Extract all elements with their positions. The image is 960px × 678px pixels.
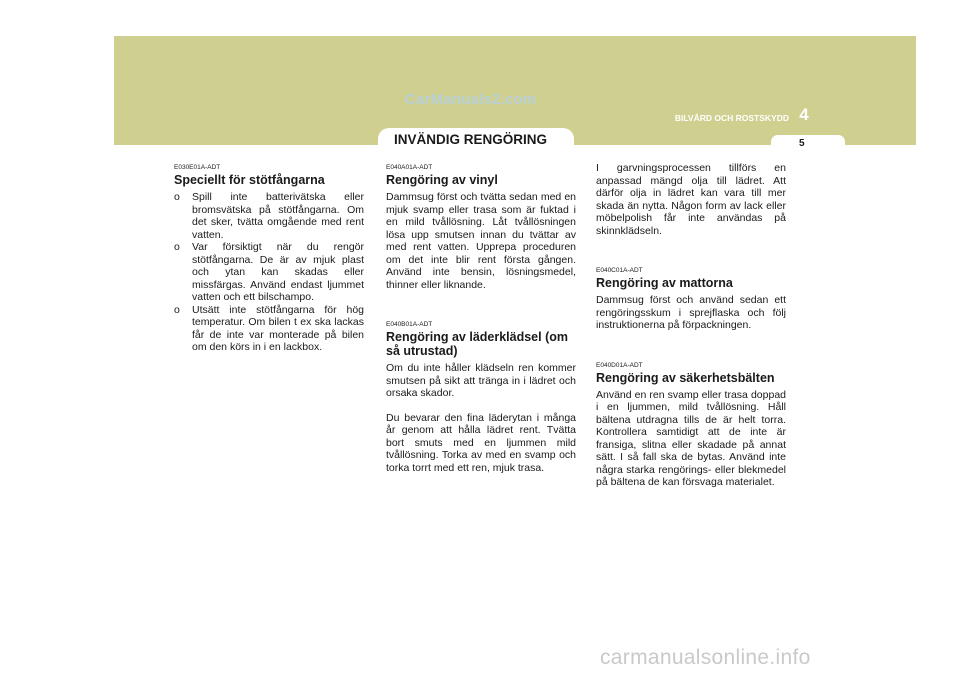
paragraph: Om du inte håller klädseln ren kommer smutsen på sikt att tränga in i lädret och orsaka skador. xyxy=(386,362,576,399)
bullet-text: Utsätt inte stötfångarna för hög temperatur. Om bilen t ex ska lackas får de inte var monterade på bilen om den körs in i en lackbox. xyxy=(192,303,364,353)
section-title: INVÄNDIG RENGÖRING xyxy=(394,132,548,147)
paragraph: Dammsug först och tvätta sedan med en mjuk svamp eller trasa som är fuktad i en mild tvållösning. Låt tvållösningen lösa upp smutsen innan du tvättar av med rent vatten. Upprepa proceduren om det inte blir rent första gången. Använd inte bensin, lösningsmedel, thinner eller liknande. xyxy=(386,191,576,291)
list-item xyxy=(174,304,364,354)
page-tab xyxy=(771,135,845,149)
section-heading: Rengöring av säkerhetsbälten xyxy=(596,370,775,385)
bullet-list xyxy=(174,191,364,354)
bullet-mark: o xyxy=(174,191,180,203)
paragraph: Använd en ren svamp eller trasa doppad i en ljummen, mild tvållösning. Håll bältena utdragna tills de är helt torra. Kontrollera samtidigt att de inte är fransiga, slitna eller skadade på annat sätt. I så fall ska de bytas. Använd inte några starka rengörings- eller blekmedel på bältena de kan försvaga materialet. xyxy=(596,388,786,488)
header-watermark[interactable]: CarManuals2.com xyxy=(405,91,537,108)
list-item xyxy=(174,241,364,304)
spacer xyxy=(386,400,576,412)
paragraph: Dammsug först och använd sedan ett rengöringsskum i sprejflaska och följ instruktionerna på förpackningen. xyxy=(596,294,786,331)
column-left xyxy=(174,160,364,354)
chapter-number: 4 xyxy=(799,105,809,124)
chapter-title: BILVÅRD OCH ROSTSKYDD xyxy=(674,113,789,123)
paragraph: Du bevarar den fina läderytan i många år genom att hålla lädret rent. Tvätta bort smuts med en ljummen mild tvållösning. Torka av med en svamp och torka torrt med ett ren, mjuk trasa. xyxy=(386,411,576,474)
section-code: E040A01A-ADT xyxy=(386,164,433,171)
section-code: E030E01A-ADT xyxy=(174,164,221,171)
spacer xyxy=(596,332,786,358)
spacer xyxy=(386,291,576,317)
bullet-text: Spill inte batterivätska eller bromsvätska på stötfångarna. Om det sker, tvätta omgående med rent vatten. xyxy=(192,191,364,241)
spacer xyxy=(596,237,786,263)
section-code: E040D01A-ADT xyxy=(596,361,643,369)
column-middle xyxy=(386,160,576,474)
footer-watermark[interactable]: carmanualsonline.info xyxy=(600,646,811,669)
paragraph: I garvningsprocessen tillförs en anpassad mängd olja till lädret. Att därför olja in lädret kan vara till mer skada än nytta. Någon form av lack eller möbelpolish får inte användas på skinnklädseln. xyxy=(596,162,786,237)
section-heading: Rengöring av mattorna xyxy=(596,276,733,290)
section-heading: Rengöring av läderklädsel (om så utrustad) xyxy=(386,330,568,358)
bullet-mark: o xyxy=(174,241,180,253)
section-code: E040B01A-ADT xyxy=(386,321,433,328)
page-number: 5 xyxy=(799,138,805,149)
section-heading: Speciellt för stötfångarna xyxy=(174,173,325,187)
section-code: E040C01A-ADT xyxy=(596,267,643,274)
bullet-text: Var försiktigt när du rengör stötfångarna. De är av mjuk plast och ytan kan skadas eller missfärgas. Använd endast ljummet vatten och ett bilschampo. xyxy=(192,241,364,303)
column-right xyxy=(596,160,786,489)
section-heading: Rengöring av vinyl xyxy=(386,173,498,187)
section-tab xyxy=(378,128,574,150)
bullet-mark: o xyxy=(174,303,180,316)
list-item xyxy=(174,191,364,241)
